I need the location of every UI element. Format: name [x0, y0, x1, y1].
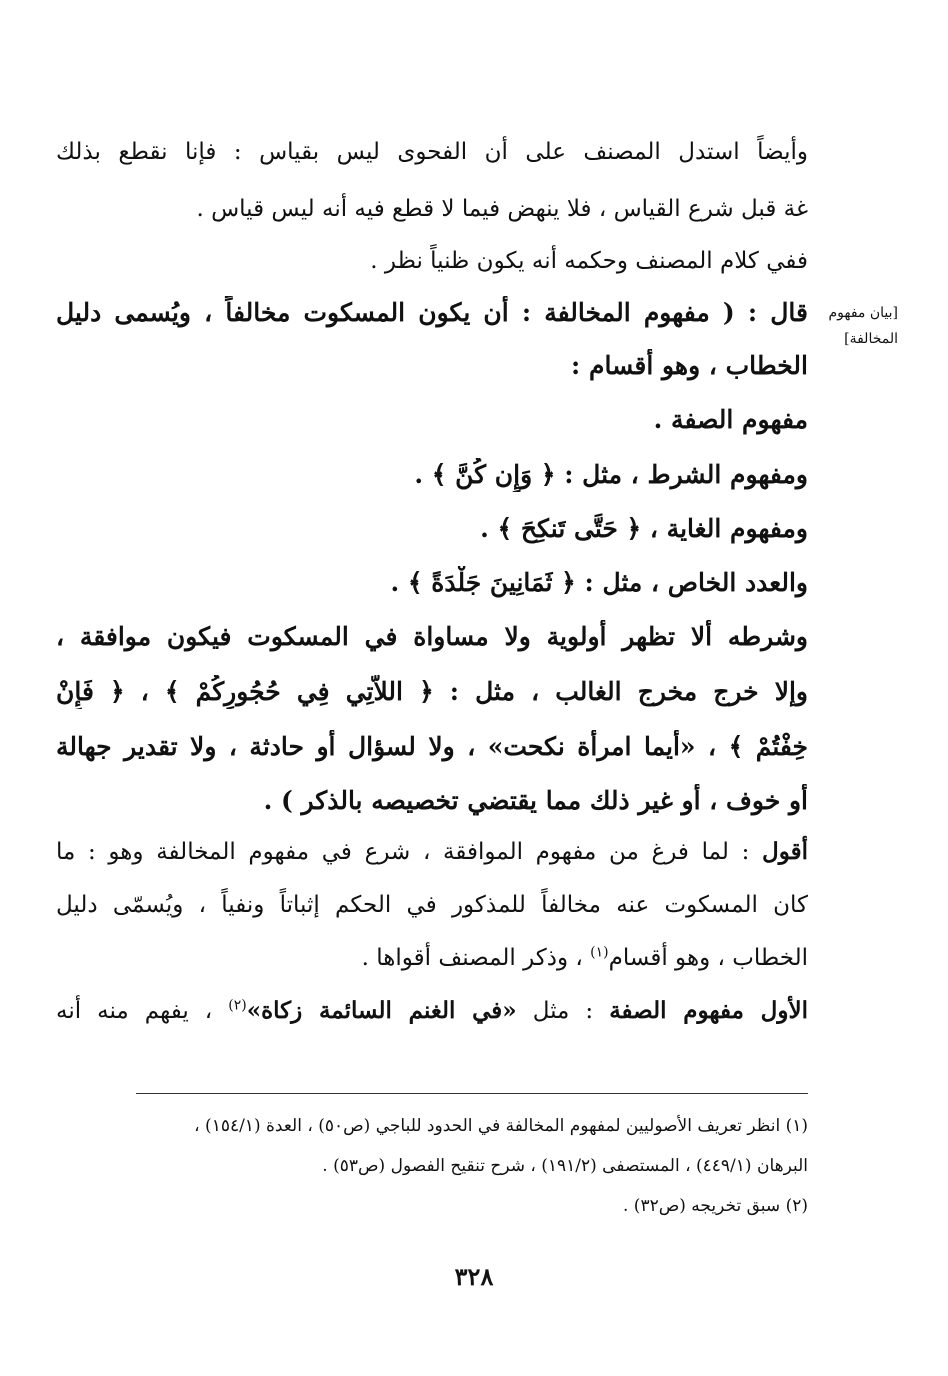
quote-line-2: الخطاب ، وهو أقسام :: [571, 351, 808, 380]
commentary-line-3: [56, 941, 808, 975]
footnote-ref-2: (٢): [228, 997, 247, 1014]
quote-line-4: ومفهوم الشرط ، مثل : ﴿ وَإِن كُنَّ ﴾ .: [414, 460, 808, 489]
page-number: ٣٢٨: [454, 1262, 494, 1291]
margin-note-line-2: المخالفة]: [844, 331, 898, 347]
commentary-line-4-after: ، يفهم منه أنه: [56, 998, 229, 1024]
footnote-1-line-1: (١) انظر تعريف الأصوليين لمفهوم المخالفة في الحدود للباجي (ص٥٠) ، العدة (١٥٤/١) ،: [194, 1116, 808, 1136]
text-line-2: ٍّغة قبل شرع القياس ، فلا ينهض فيما لا قطع فيه أنه ليس قياس .: [196, 196, 808, 222]
footnote-2: (٢) سبق تخريجه (ص٣٢) .: [623, 1196, 808, 1216]
quote-line-5: ومفهوم الغاية ، ﴿ حَتَّى تَنكِحَ ﴾ .: [480, 514, 808, 543]
footnote-divider: [136, 1093, 808, 1094]
quote-line-7: وشرطه ألا تظهر أولوية ولا مساواة في المسكوت فيكون موافقة ،: [56, 622, 808, 651]
commentary-line-3-before: الخطاب ، وهو أقسام: [608, 945, 808, 971]
text-line-3: ففي كلام المصنف وحكمه أنه يكون ظنياً نظر .: [370, 248, 808, 274]
margin-note-line-1: [بيان مفهوم: [828, 305, 898, 321]
commentary-line-3-after: ، وذكر المصنف أقواها .: [361, 945, 591, 971]
commentary-line-4-bold: الأول مفهوم الصفة: [609, 997, 808, 1024]
quote-line-8: وإلا خرج مخرج الغالب ، مثل : ﴿ اللاَّتِي فِي حُجُورِكُمْ ﴾ ، ﴿ فَإِنْ: [56, 677, 808, 706]
commentary-line-4-mid: : مثل: [516, 998, 610, 1024]
commentary-line-1-rest: : لما فرغ من مفهوم الموافقة ، شرع في مفهوم المخالفة وهو : ما: [56, 839, 763, 865]
text-line-1: وأيضاً استدل المصنف على أن الفحوى ليس بقياس : فإنا نقطع بذلك: [56, 139, 808, 165]
footnote-ref-1: (١): [590, 944, 609, 961]
quote-line-9: خِفْتُمْ ﴾ ، «أيما امرأة نكحت» ، ولا لسؤال أو حادثة ، ولا تقدير جهالة: [56, 732, 808, 761]
commentary-lead: أقول: [762, 838, 808, 865]
quote-line-3: مفهوم الصفة .: [653, 405, 808, 434]
hadith-quote: «في الغنم السائمة زكاة»: [246, 997, 517, 1024]
quote-line-10: أو خوف ، أو غير ذلك مما يقتضي تخصيصه بالذكر ) .: [263, 786, 808, 815]
commentary-line-4: [56, 994, 808, 1028]
commentary-line-2: كان المسكوت عنه مخالفاً للمذكور في الحكم إثباتاً ونفياً ، ويُسمّى دليل: [56, 892, 808, 918]
footnote-1-line-2: البرهان (٤٤٩/١) ، المستصفى (١٩١/٢) ، شرح تنقيح الفصول (ص٥٣) .: [322, 1156, 808, 1176]
margin-note: [812, 300, 898, 352]
quote-line-6: والعدد الخاص ، مثل : ﴿ ثَمَانِينَ جَلْدَةً ﴾ .: [390, 568, 808, 597]
quote-line-1: قال : ( مفهوم المخالفة : أن يكون المسكوت مخالفاً ، ويُسمى دليل: [56, 298, 808, 327]
commentary-line-1: [56, 835, 808, 869]
